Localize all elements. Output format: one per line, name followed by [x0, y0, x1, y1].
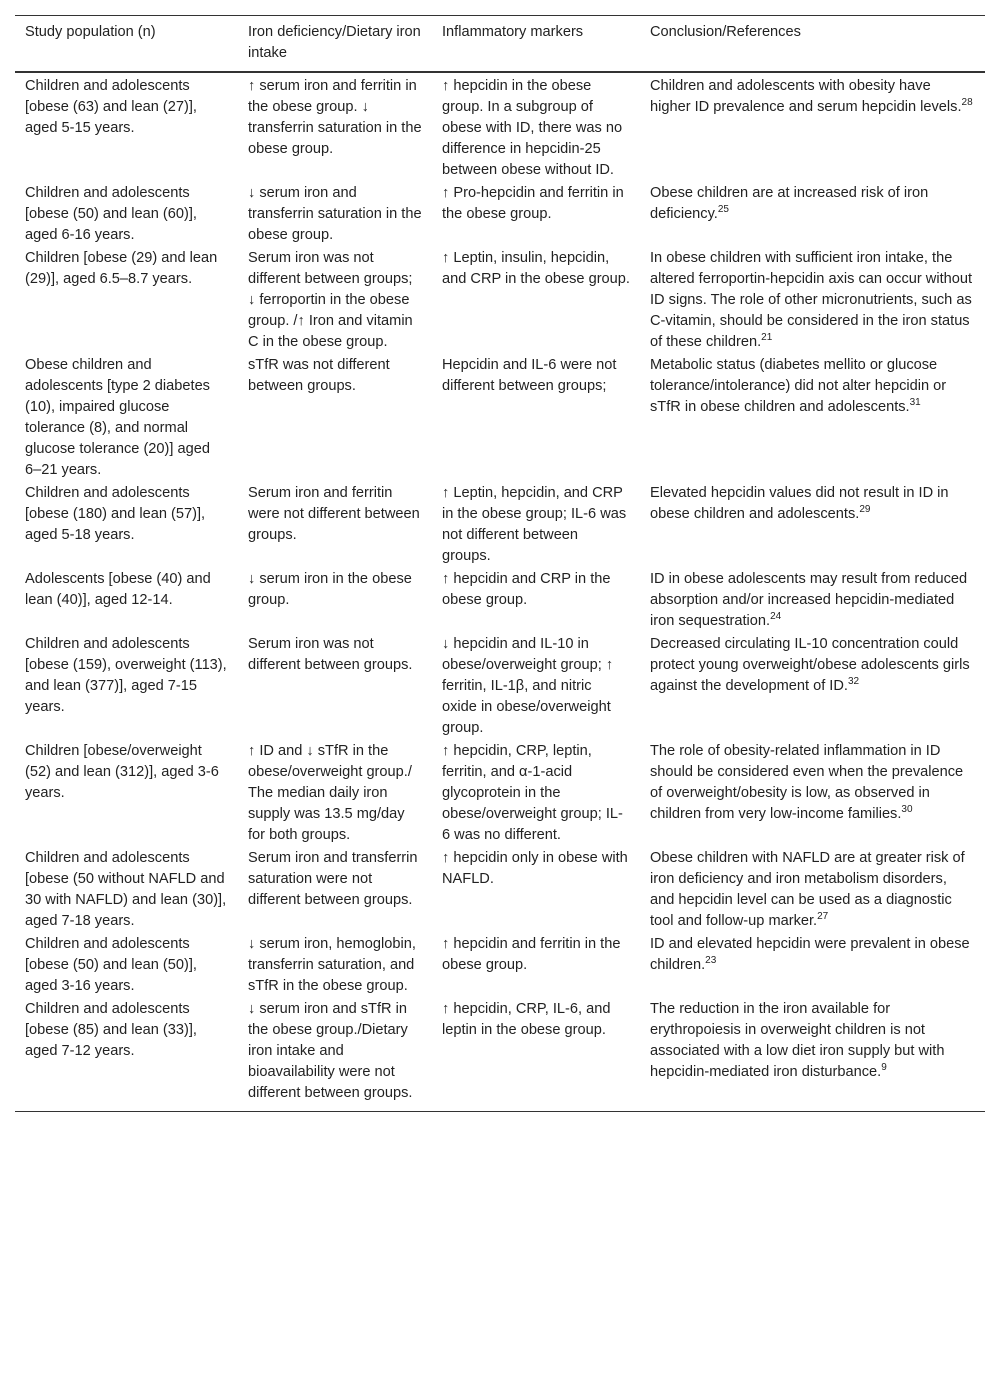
- conclusion-text: Metabolic status (diabetes mellito or glucose tolerance/intolerance) did not alter hepcidin or sTfR in obese children and adolescents.: [650, 357, 947, 415]
- table-row: [15, 998, 985, 1112]
- conclusion-text: Children and adolescents with obesity have higher ID prevalence and serum hepcidin levels.: [650, 78, 962, 115]
- cell-population: Children and adolescents [obese (63) and lean (27)], aged 5-15 years.: [25, 78, 197, 136]
- cell-population: Children and adolescents [obese (50) and lean (50)], aged 3-16 years.: [25, 936, 197, 994]
- cell-iron: Serum iron was not different between groups; ↓ ferroportin in the obese group. /↑ Iron and vitamin C in the obese group.: [248, 250, 413, 350]
- cell-iron: ↓ serum iron and sTfR in the obese group./Dietary iron intake and bioavailability were not different between groups.: [248, 1001, 413, 1101]
- cell-inflammatory: ↑ hepcidin, CRP, IL-6, and leptin in the obese group.: [442, 1001, 611, 1038]
- header-conclusion: Conclusion/References: [650, 24, 801, 40]
- conclusion-text: Obese children with NAFLD are at greater risk of iron deficiency and iron metabolism disorders, and hepcidin level can be used as a diagnostic tool and follow-up marker.: [650, 850, 965, 929]
- studies-table: [15, 15, 985, 1112]
- conclusion-text: The role of obesity-related inflammation in ID should be considered even when the prevalence of overweight/obesity is low, as observed in children from very low-income families.: [650, 743, 964, 822]
- cell-inflammatory: ↑ hepcidin, CRP, leptin, ferritin, and α-1-acid glycoprotein in the obese/overweight group; IL-6 was no different.: [442, 743, 623, 843]
- reference-number: 24: [770, 611, 782, 623]
- cell-conclusion: [640, 482, 985, 568]
- cell-population: Children and adolescents [obese (50) and lean (60)], aged 6-16 years.: [25, 185, 197, 243]
- cell-iron: ↑ ID and ↓ sTfR in the obese/overweight group./ The median daily iron supply was 13.5 mg/day for both groups.: [248, 743, 412, 843]
- cell-population: Children and adolescents [obese (50 without NAFLD and 30 with NAFLD) and lean (30)], aged 7-18 years.: [25, 850, 227, 929]
- cell-conclusion: [640, 354, 985, 482]
- cell-inflammatory: ↑ hepcidin and ferritin in the obese group.: [442, 936, 621, 973]
- table-body: [15, 72, 985, 1112]
- conclusion-text: The reduction in the iron available for erythropoiesis in overweight children is not associated with a low diet iron supply but with hepcidin-mediated iron disturbance.: [650, 1001, 945, 1080]
- reference-number: 31: [909, 397, 921, 409]
- cell-conclusion: [640, 182, 985, 247]
- reference-number: 32: [847, 676, 860, 688]
- cell-population: Children and adolescents [obese (180) and lean (57)], aged 5-18 years.: [25, 485, 206, 543]
- cell-conclusion: [640, 847, 985, 933]
- reference-number: 30: [901, 804, 913, 816]
- cell-conclusion: [640, 740, 985, 847]
- cell-inflammatory: ↑ Leptin, hepcidin, and CRP in the obese group; IL-6 was not different between groups.: [442, 485, 627, 564]
- reference-number: 29: [859, 504, 871, 516]
- table-row: [15, 933, 985, 998]
- cell-conclusion: [640, 247, 985, 354]
- conclusion-text: Obese children are at increased risk of iron deficiency.: [650, 185, 929, 222]
- cell-iron: ↑ serum iron and ferritin in the obese group. ↓ transferrin saturation in the obese group.: [248, 78, 422, 157]
- table-row: [15, 482, 985, 568]
- cell-conclusion: [640, 633, 985, 740]
- cell-iron: ↓ serum iron and transferrin saturation in the obese group.: [248, 185, 422, 243]
- table-row: [15, 847, 985, 933]
- cell-iron: Serum iron was not different between groups.: [248, 636, 413, 673]
- conclusion-text: ID in obese adolescents may result from reduced absorption and/or increased hepcidin-mediated iron sequestration.: [650, 571, 968, 629]
- cell-inflammatory: ↑ Pro-hepcidin and ferritin in the obese group.: [442, 185, 624, 222]
- conclusion-text: Decreased circulating IL-10 concentration could protect young overweight/obese adolescents girls against the development of ID.: [650, 636, 970, 694]
- header-iron-deficiency: Iron deficiency/Dietary iron intake: [248, 24, 421, 61]
- cell-inflammatory: Hepcidin and IL-6 were not different between groups;: [442, 357, 617, 394]
- cell-conclusion: [640, 998, 985, 1112]
- cell-iron: sTfR was not different between groups.: [248, 357, 390, 394]
- reference-number: 9: [881, 1062, 887, 1074]
- reference-number: 21: [761, 332, 773, 344]
- cell-inflammatory: ↑ hepcidin in the obese group. In a subgroup of obese with ID, there was no difference in hepcidin-25 between obese without ID.: [442, 78, 623, 178]
- table-header: [15, 16, 985, 73]
- reference-number: 23: [705, 955, 717, 967]
- cell-conclusion: [640, 933, 985, 998]
- conclusion-text: Elevated hepcidin values did not result in ID in obese children and adolescents.: [650, 485, 949, 522]
- cell-inflammatory: ↑ hepcidin and CRP in the obese group.: [442, 571, 611, 608]
- cell-conclusion: [640, 72, 985, 182]
- header-study-population: Study population (n): [25, 24, 156, 40]
- table-row: [15, 72, 985, 182]
- header-inflammatory-markers: Inflammatory markers: [442, 24, 584, 40]
- cell-iron: Serum iron and ferritin were not different between groups.: [248, 485, 420, 543]
- reference-number: 25: [717, 204, 729, 216]
- cell-population: Children and adolescents [obese (159), overweight (113), and lean (377)], aged 7-15 years.: [25, 636, 227, 715]
- cell-iron: ↓ serum iron in the obese group.: [248, 571, 412, 608]
- conclusion-text: In obese children with sufficient iron intake, the altered ferroportin-hepcidin axis can occur without ID signs. The role of other micronutrients, such as C-vitamin, should be considered in the iron status of these children.: [650, 250, 973, 350]
- conclusion-text: ID and elevated hepcidin were prevalent in obese children.: [650, 936, 970, 973]
- cell-population: Children [obese (29) and lean (29)], aged 6.5–8.7 years.: [25, 250, 218, 287]
- header-row: [15, 16, 985, 73]
- cell-population: Children [obese/overweight (52) and lean (312)], aged 3-6 years.: [25, 743, 219, 801]
- reference-number: 27: [817, 911, 829, 923]
- reference-number: 28: [961, 97, 973, 109]
- table-container: [15, 15, 985, 1112]
- cell-population: Obese children and adolescents [type 2 diabetes (10), impaired glucose tolerance (8), and normal glucose tolerance (20)] aged 6–21 years.: [25, 357, 210, 478]
- cell-inflammatory: ↓ hepcidin and IL-10 in obese/overweight group; ↑ ferritin, IL-1β, and nitric oxide in obese/overweight group.: [442, 636, 614, 736]
- table-row: [15, 182, 985, 247]
- cell-iron: ↓ serum iron, hemoglobin, transferrin saturation, and sTfR in the obese group.: [248, 936, 416, 994]
- table-row: [15, 247, 985, 354]
- table-row: [15, 568, 985, 633]
- cell-population: Adolescents [obese (40) and lean (40)], aged 12-14.: [25, 571, 211, 608]
- cell-conclusion: [640, 568, 985, 633]
- table-row: [15, 740, 985, 847]
- cell-inflammatory: ↑ hepcidin only in obese with NAFLD.: [442, 850, 628, 887]
- cell-inflammatory: ↑ Leptin, insulin, hepcidin, and CRP in the obese group.: [442, 250, 630, 287]
- table-row: [15, 354, 985, 482]
- cell-population: Children and adolescents [obese (85) and lean (33)], aged 7-12 years.: [25, 1001, 197, 1059]
- cell-iron: Serum iron and transferrin saturation were not different between groups.: [248, 850, 418, 908]
- table-row: [15, 633, 985, 740]
